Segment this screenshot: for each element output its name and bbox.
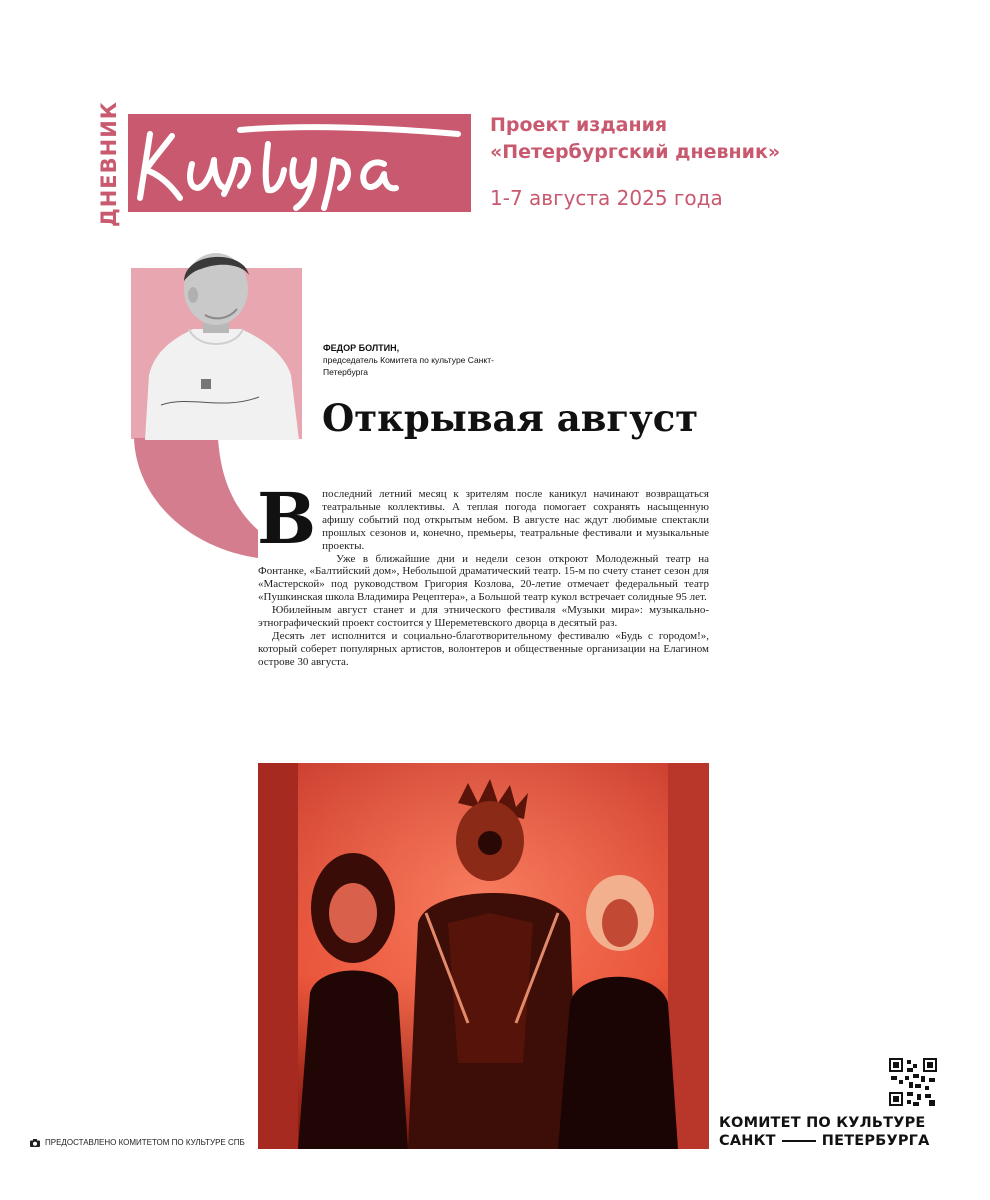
- article-paragraph: Десять лет исполнится и социально-благотворительному фестивалю «Будь с городом!», который соберет популярных артистов, волонтеров и общественные организации на Елагином острове 30 августа.: [258, 629, 709, 668]
- committee-dash: [782, 1140, 816, 1142]
- credit-text: ПРЕДОСТАВЛЕНО КОМИТЕТОМ ПО КУЛЬТУРЕ СПБ: [45, 1138, 245, 1147]
- committee-word-sankt: САНКТ: [719, 1133, 776, 1149]
- committee-line-2: [719, 1132, 939, 1150]
- photo-credit: [30, 1138, 245, 1147]
- byline: [323, 342, 503, 378]
- project-line-1: Проект издания: [490, 114, 668, 136]
- author-portrait: [131, 245, 302, 440]
- issue-date: 1-7 августа 2025 года: [490, 186, 723, 210]
- qr-code-icon: [889, 1058, 937, 1106]
- committee-line-1: КОМИТЕТ ПО КУЛЬТУРЕ: [719, 1115, 926, 1131]
- masthead-info: [490, 112, 780, 210]
- camera-icon: [30, 1139, 40, 1147]
- masthead-logo: [128, 99, 471, 212]
- project-line-2: «Петербургский дневник»: [490, 141, 781, 163]
- article-headline: Открывая август: [322, 396, 699, 440]
- article-body: [257, 477, 709, 669]
- stage-photo: [258, 763, 709, 1149]
- author-role: председатель Комитета по культуре Санкт-Петербурга: [323, 355, 494, 377]
- article-paragraph: Юбилейным август станет и для этнического фестиваля «Музыки мира»: музыкально-этнографический проект состоится у Шереметевского дворца в десятый раз.: [258, 604, 709, 630]
- article-paragraph: последний летний месяц к зрителям после каникул начинают возвращаться театральные коллективы. А теплая погода помогает сохранять насыщенную афишу событий под открытым небом. В августе нас ждут любимые спектакли прошлых сезонов и, конечно, премьеры, театральные фестивали и музыкальные проекты.: [322, 488, 709, 552]
- logo-script-art: [128, 99, 471, 212]
- masthead-vertical-label: ДНЕВНИК: [97, 101, 121, 227]
- committee-logo: [719, 1114, 939, 1150]
- drop-cap: В: [257, 477, 317, 560]
- stage-photo-art: [258, 763, 709, 1149]
- article-paragraph: Уже в ближайшие дни и недели сезон откроют Молодежный театр на Фонтанке, «Балтийский дом», Небольшой драматический театр. 15-м по счету станет сезон для «Мастерской» под руководством Григория Козлова, 20-летие отмечает федеральный театр «Пушкинская школа Владимира Рецептера», а Большой театр кукол встречает солидные 95 лет.: [258, 552, 709, 604]
- author-name: ФЕДОР БОЛТИН,: [323, 343, 400, 353]
- committee-word-peterburga: ПЕТЕРБУРГА: [821, 1133, 930, 1149]
- logo-script-text: Культура: [128, 99, 208, 118]
